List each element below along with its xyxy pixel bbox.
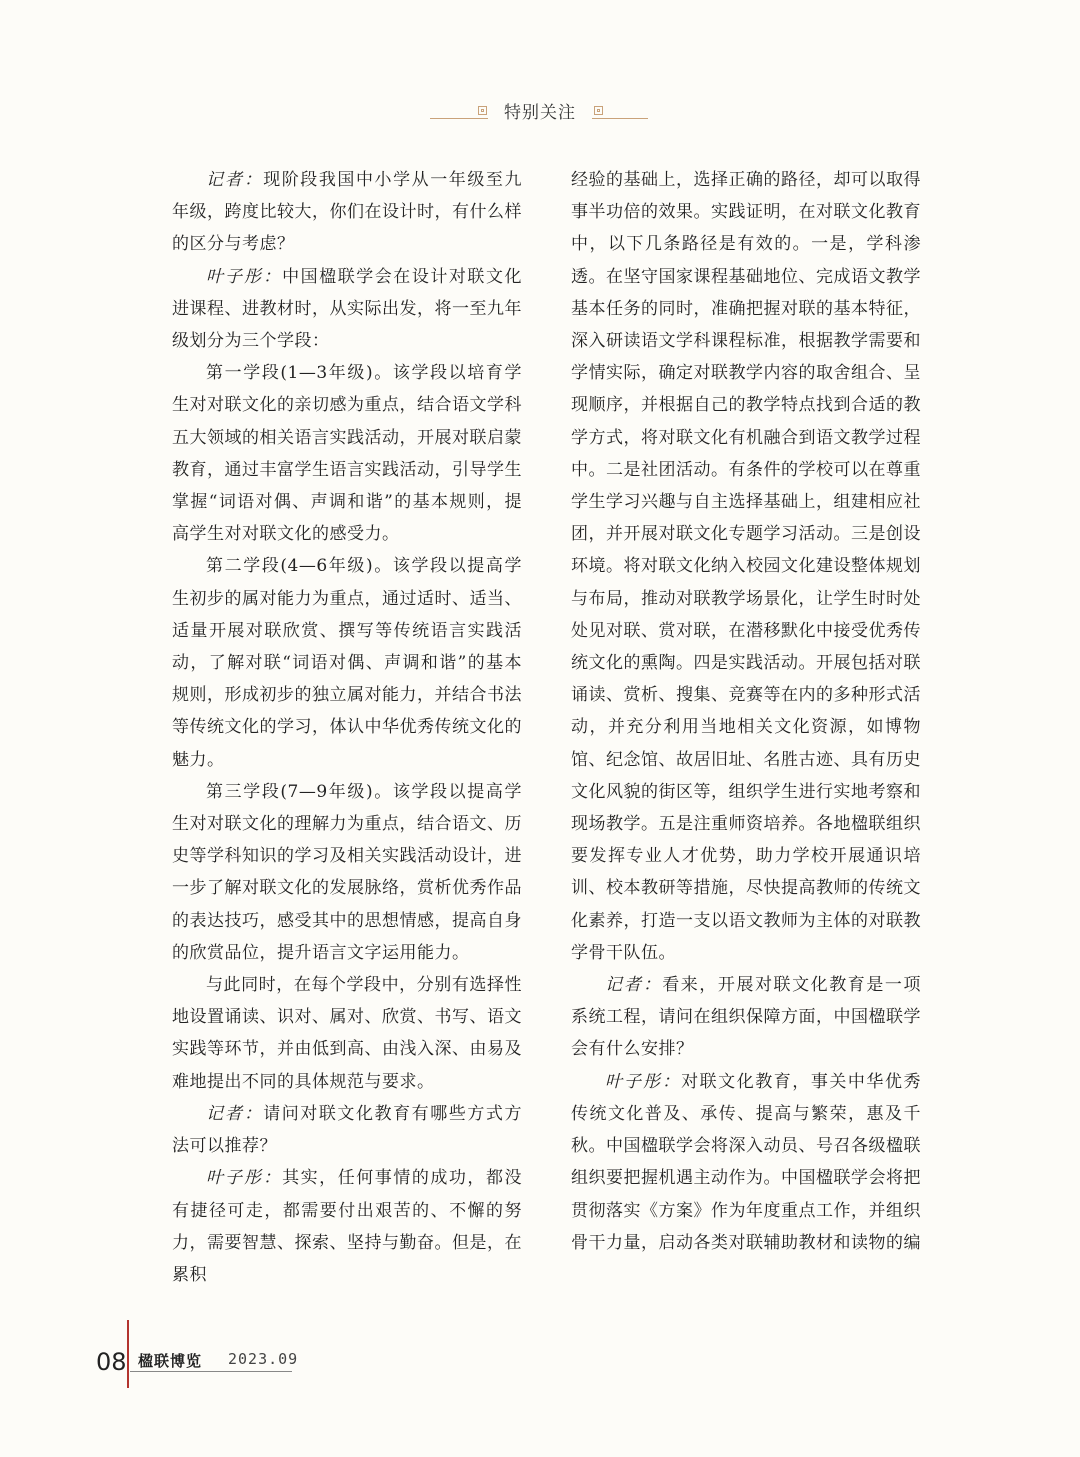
speaker-label: 叶子彤： xyxy=(605,1071,682,1092)
section-title: 特别关注 xyxy=(504,103,576,123)
paragraph xyxy=(172,1098,522,1162)
header-rule-right xyxy=(592,118,648,119)
page-number: 08 xyxy=(96,1348,127,1376)
issue-date: 2023.09 xyxy=(228,1350,299,1368)
paragraph xyxy=(172,776,522,969)
footer-divider xyxy=(127,1320,129,1388)
paragraph xyxy=(172,1162,522,1291)
speaker-label: 记者： xyxy=(206,1103,264,1124)
paragraph-text: 其实，任何事情的成功，都没有捷径可走，都需要付出艰苦的、不懈的努力，需要智慧、探索、坚持与勤奋。但是，在累积 xyxy=(172,1168,522,1285)
header-ornament-left-icon xyxy=(478,106,487,115)
speaker-label: 叶子彤： xyxy=(206,266,283,287)
section-header xyxy=(430,96,650,126)
paragraph xyxy=(571,1066,921,1259)
speaker-label: 记者： xyxy=(206,170,264,190)
header-ornament-right-icon xyxy=(594,106,603,115)
paragraph-text: 看来，开展对联文化教育是一项系统工程，请问在组织保障方面，中国楹联学会有什么安排？ xyxy=(571,975,921,1060)
paragraph xyxy=(172,261,522,358)
paragraph xyxy=(172,164,522,261)
paragraph-text: 第一学段(1—3年级)。该学段以培育学生对对联文化的亲切感为重点，结合语文学科五大领域的相关语言实践活动，开展对联启蒙教育，通过丰富学生语言实践活动，引导学生掌握“词语对偶、声调和谐”的基本规则，提高学生对对联文化的感受力。 xyxy=(172,363,522,545)
speaker-label: 记者： xyxy=(605,975,663,996)
paragraph-text: 对联文化教育，事关中华优秀传统文化普及、承传、提高与繁荣，惠及千秋。中国楹联学会将深入动员、号召各级楹联组织要把握机遇主动作为。中国楹联学会将把贯彻落实《方案》作为年度重点工作，并组织骨干力量，启动各类对联辅助教材和读物的编 xyxy=(571,1071,921,1253)
paragraph-text: 中国楹联学会在设计对联文化进课程、进教材时，从实际出发，将一至九年级划分为三个学段： xyxy=(172,266,522,352)
paragraph xyxy=(571,969,921,1066)
paragraph xyxy=(172,357,522,550)
paragraph-text: 与此同时，在每个学段中，分别有选择性地设置诵读、识对、属对、欣赏、书写、语文实践等环节，并由低到高、由浅入深、由易及难地提出不同的具体规范与要求。 xyxy=(172,975,522,1092)
paragraph-text: 现阶段我国中小学从一年级至九年级，跨度比较大，你们在设计时，有什么样的区分与考虑？ xyxy=(172,170,522,255)
paragraph-text: 第二学段(4—6年级)。该学段以提高学生初步的属对能力为重点，通过适时、适当、适量开展对联欣赏、撰写等传统语言实践活动，了解对联“词语对偶、声调和谐”的基本规则，形成初步的独立属对能力，并结合书法等传统文化的学习，体认中华优秀传统文化的魅力。 xyxy=(172,556,522,770)
paragraph-text: 第三学段(7—9年级)。该学段以提高学生对对联文化的理解力为重点，结合语文、历史等学科知识的学习及相关实践活动设计，进一步了解对联文化的发展脉络，赏析优秀作品的表达技巧，感受其中的思想情感，提高自身的欣赏品位，提升语言文字运用能力。 xyxy=(172,781,522,963)
paragraph xyxy=(172,550,522,775)
paragraph xyxy=(172,969,522,1098)
footer-rule xyxy=(130,1371,292,1372)
right-column xyxy=(571,164,921,1259)
magazine-name: 楹联博览 xyxy=(138,1352,203,1370)
speaker-label: 叶子彤： xyxy=(206,1168,283,1189)
paragraph-text: 经验的基础上，选择正确的路径，却可以取得事半功倍的效果。实践证明，在对联文化教育中，以下几条路径是有效的。一是，学科渗透。在坚守国家课程基础地位、完成语文教学基本任务的同时，准确把握对联的基本特征，深入研读语文学科课程标准，根据教学需要和学情实际，确定对联教学内容的取舍组合、呈现顺序，并根据自己的教学特点找到合适的教学方式，将对联文化有机融合到语文教学过程中。二是社团活动。有条件的学校可以在尊重学生学习兴趣与自主选择基础上，组建相应社团，并开展对联文化专题学习活动。三是创设环境。将对联文化纳入校园文化建设整体规划与布局，推动对联教学场景化，让学生时时处处见对联、赏对联，在潜移默化中接受优秀传统文化的熏陶。四是实践活动。开展包括对联诵读、赏析、搜集、竞赛等在内的多种形式活动，并充分利用当地相关文化资源，如博物馆、纪念馆、故居旧址、名胜古迹、具有历史文化风貌的街区等，组织学生进行实地考察和现场教学。五是注重师资培养。各地楹联组织要发挥专业人才优势，助力学校开展通识培训、校本教研等措施，尽快提高教师的传统文化素养，打造一支以语文教师为主体的对联教学骨干队伍。 xyxy=(571,170,921,963)
paragraph-text: 请问对联文化教育有哪些方式方法可以推荐？ xyxy=(172,1103,522,1157)
header-rule-left xyxy=(430,118,488,119)
left-column xyxy=(172,164,522,1291)
paragraph xyxy=(571,164,921,969)
